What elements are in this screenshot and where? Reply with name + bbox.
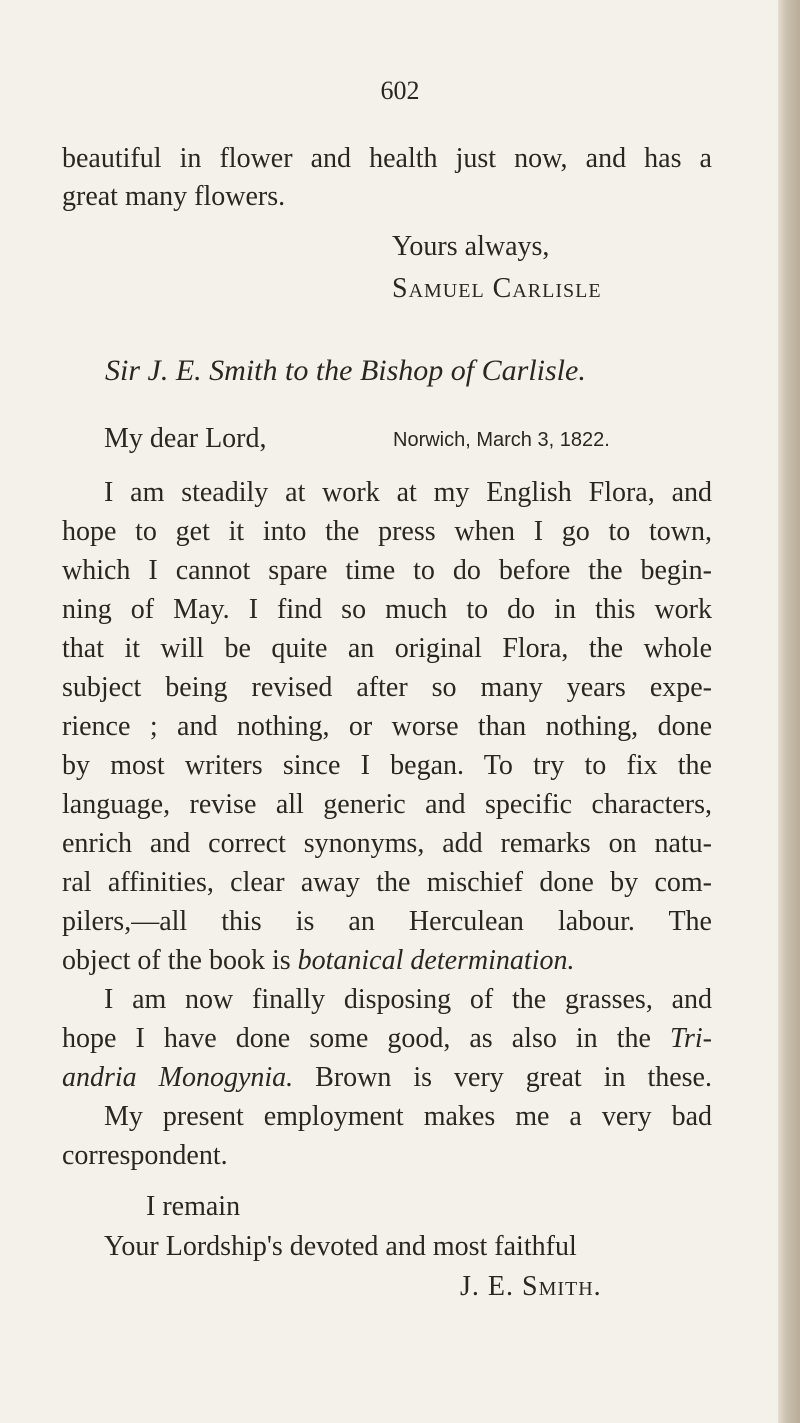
body-line: language, revise all generic and specific characters, — [62, 789, 712, 820]
body-line: correspondent. — [62, 1140, 228, 1171]
page-number: 602 — [380, 76, 420, 105]
letter-heading: Sir J. E. Smith to the Bishop of Carlisle. — [105, 354, 586, 387]
body-line: pilers,—all this is an Herculean labour. The — [62, 906, 712, 937]
closing: Your Lordship's devoted and most faithful — [104, 1231, 577, 1262]
body-line: ning of May. I find so much to do in this work — [62, 594, 712, 625]
emphasis-text: andria Monogynia. — [62, 1062, 294, 1093]
dateline: Norwich, March 3, 1822. — [393, 429, 610, 451]
body-line: My present employment makes me a very bad — [104, 1101, 712, 1132]
body-line: rience ; and nothing, or worse than nothing, done — [62, 711, 712, 742]
body-line: enrich and correct synonyms, add remarks on natu- — [62, 828, 712, 859]
body-line: ral affinities, clear away the mischief done by com- — [62, 867, 712, 898]
body-line: which I cannot spare time to do before the begin- — [62, 555, 712, 586]
body-line: hope to get it into the press when I go to town, — [62, 516, 712, 547]
emphasis-text: botanical determination. — [297, 945, 575, 976]
body-line — [62, 944, 574, 978]
body-line: I am steadily at work at my English Flora, and — [104, 477, 712, 508]
body-text: Brown is very great in these. — [293, 1062, 712, 1093]
body-line: that it will be quite an original Flora, the whole — [62, 633, 712, 664]
closing: Yours always, — [392, 231, 550, 262]
body-text: object of the book is — [62, 945, 298, 976]
closing: I remain — [146, 1191, 241, 1222]
body-line: great many flowers. — [62, 181, 286, 212]
signature-j-e-smith: J. E. Smith. — [460, 1271, 602, 1302]
body-text: hope I have done some good, as also in the — [62, 1023, 670, 1054]
body-line — [62, 1061, 712, 1095]
body-line: I am now finally disposing of the grasses, and — [104, 984, 712, 1015]
body-line: beautiful in flower and health just now, and has a — [62, 143, 712, 174]
salutation: My dear Lord, — [104, 423, 267, 454]
body-line: subject being revised after so many years expe- — [62, 672, 712, 703]
signature-samuel-carlisle: Samuel Carlisle — [392, 273, 602, 304]
body-line: by most writers since I began. To try to fix the — [62, 750, 712, 781]
body-line — [62, 1022, 712, 1056]
emphasis-text: Tri- — [669, 1023, 712, 1054]
